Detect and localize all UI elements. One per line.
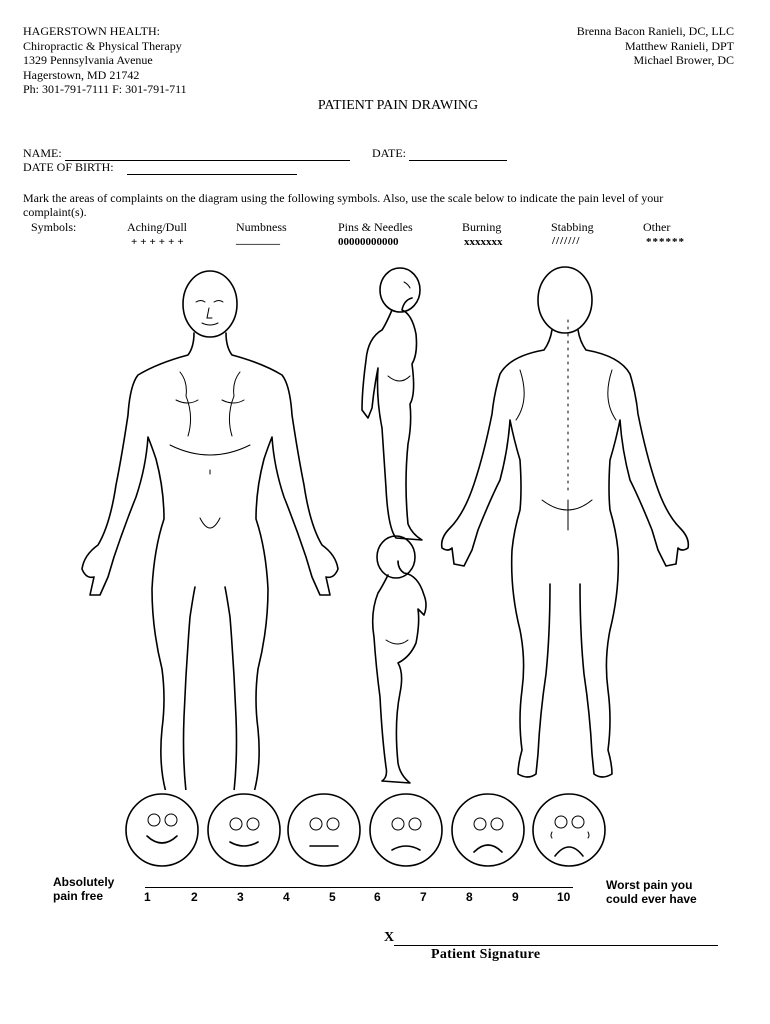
- symbol-label-burning: Burning: [462, 220, 502, 234]
- face-severe-pain[interactable]: [452, 794, 524, 866]
- symbol-mark-stabbing: ///////: [552, 235, 581, 247]
- front-body-figure[interactable]: [82, 271, 338, 790]
- symbol-label-stabbing: Stabbing: [551, 220, 594, 234]
- scale-number-2[interactable]: 2: [191, 890, 198, 904]
- scale-number-9[interactable]: 9: [512, 890, 519, 904]
- dob-line[interactable]: [127, 162, 297, 175]
- symbol-mark-burning: xxxxxxx: [464, 236, 503, 248]
- provider-3: Michael Brower, DC: [633, 53, 734, 67]
- scale-left-label-line1: Absolutely: [53, 875, 115, 889]
- clinic-info: [23, 24, 187, 97]
- dob-label: DATE OF BIRTH:: [23, 160, 114, 174]
- symbol-label-aching: Aching/Dull: [127, 220, 187, 234]
- scale-number-1[interactable]: 1: [144, 890, 151, 904]
- scale-number-6[interactable]: 6: [374, 890, 381, 904]
- back-body-figure[interactable]: [442, 267, 689, 777]
- signature-x-mark: X: [384, 930, 395, 945]
- scale-number-3[interactable]: 3: [237, 890, 244, 904]
- scale-number-5[interactable]: 5: [329, 890, 336, 904]
- provider-list: [577, 24, 734, 68]
- name-field: [23, 146, 350, 161]
- face-no-pain[interactable]: [126, 794, 198, 866]
- date-label: DATE:: [372, 146, 406, 160]
- face-moderately-severe-pain[interactable]: [370, 794, 442, 866]
- scale-number-4[interactable]: 4: [283, 890, 290, 904]
- scale-right-label-line2: could ever have: [606, 892, 697, 906]
- signature-field[interactable]: [384, 928, 718, 946]
- face-moderate-pain[interactable]: [288, 794, 360, 866]
- scale-left-label-line2: pain free: [53, 889, 104, 903]
- scale-number-8[interactable]: 8: [466, 890, 473, 904]
- side-body-figure-upper[interactable]: [362, 268, 422, 540]
- symbol-label-pins-needles: Pins & Needles: [338, 220, 413, 234]
- scale-right-label: [606, 878, 697, 906]
- provider-1: Brenna Bacon Ranieli, DC, LLC: [576, 24, 734, 38]
- signature-label: Patient Signature: [431, 947, 541, 962]
- clinic-phone: Ph: 301-791-7111 F: 301-791-711: [23, 82, 187, 96]
- clinic-subtitle: Chiropractic & Physical Therapy: [23, 38, 182, 53]
- page-title: PATIENT PAIN DRAWING: [317, 98, 479, 113]
- clinic-name: HAGERSTOWN HEALTH:: [23, 24, 160, 38]
- scale-right-label-line1: Worst pain you: [606, 878, 693, 892]
- body-diagram[interactable]: [0, 260, 770, 790]
- name-label: NAME:: [23, 146, 62, 160]
- symbol-mark-numbness: ________: [236, 234, 280, 246]
- scale-number-10[interactable]: 10: [557, 890, 571, 904]
- face-mild-pain[interactable]: [208, 794, 280, 866]
- symbol-mark-other: ******: [646, 236, 685, 248]
- symbol-label-other: Other: [643, 220, 671, 234]
- instructions: Mark the areas of complaints on the diagram using the following symbols. Also, use the scale below to indicate the pain level of your complaint(s).: [23, 191, 664, 219]
- date-line[interactable]: [409, 148, 507, 161]
- scale-number-7[interactable]: 7: [420, 890, 427, 904]
- symbol-mark-aching: ++++++: [131, 236, 187, 248]
- symbols-heading: Symbols:: [31, 220, 77, 234]
- face-worst-pain[interactable]: [533, 794, 605, 866]
- pain-faces-row[interactable]: [0, 790, 770, 880]
- scale-line: [145, 887, 573, 888]
- provider-2: Matthew Ranieli, DPT: [625, 38, 734, 53]
- side-body-figure-lower[interactable]: [373, 536, 426, 783]
- date-field: [372, 146, 507, 161]
- dob-field: [23, 160, 297, 175]
- clinic-address-line2: Hagerstown, MD 21742: [23, 67, 140, 82]
- clinic-address-line1: 1329 Pennsylvania Avenue: [23, 53, 153, 67]
- signature-line[interactable]: [394, 931, 718, 946]
- symbol-mark-pins-needles: 00000000000: [338, 236, 399, 248]
- symbol-label-numbness: Numbness: [236, 220, 287, 234]
